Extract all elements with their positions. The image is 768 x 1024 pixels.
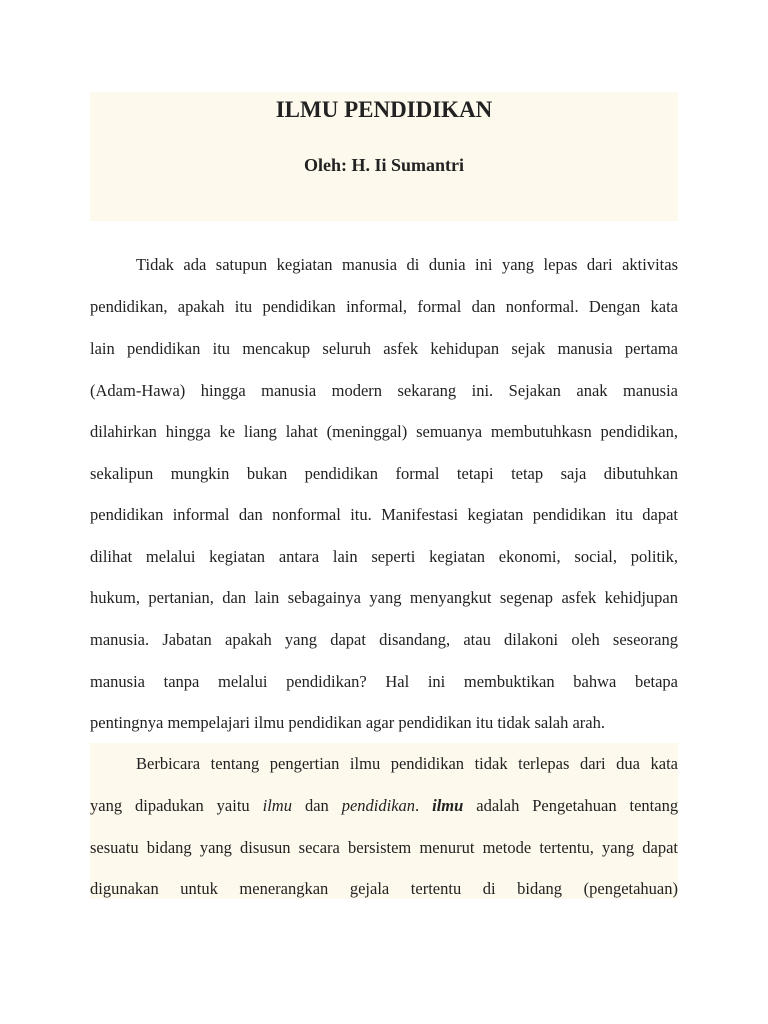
paragraph-line: manusia. Jabatan apakah yang dapat disandang, atau dilakoni oleh seseorang (90, 630, 678, 649)
paragraph-line: Berbicara tentang pengertian ilmu pendidikan tidak terlepas dari dua kata (90, 743, 678, 785)
paragraph-line: sekalipun mungkin bukan pendidikan formal tetapi tetap saja dibutuhkan (90, 464, 678, 483)
italic-term: pendidikan (341, 796, 416, 815)
paragraph-line (90, 785, 678, 827)
paragraph-line: manusia tanpa melalui pendidikan? Hal ini membuktikan bahwa betapa (90, 672, 678, 691)
author-line: Oleh: H. Ii Sumantri (303, 155, 464, 175)
text-run: dan (304, 796, 329, 815)
paragraph-line: dilihat melalui kegiatan antara lain seperti kegiatan ekonomi, social, politik, (90, 547, 678, 566)
bold-italic-term: ilmu (432, 796, 464, 815)
paragraph-line: pentingnya mempelajari ilmu pendidikan agar pendidikan itu tidak salah arah. (90, 713, 606, 732)
page-title: ILMU PENDIDIKAN (275, 97, 493, 122)
text-run: . (415, 796, 420, 815)
paragraph-line: lain pendidikan itu mencakup seluruh asfek kehidupan sejak manusia pertama (90, 339, 678, 358)
title-block (90, 92, 678, 221)
paragraph-line: Tidak ada satupun kegiatan manusia di dunia ini yang lepas dari aktivitas (136, 255, 678, 274)
paragraph-line: (Adam-Hawa) hingga manusia modern sekarang ini. Sejakan anak manusia (90, 381, 678, 400)
text-run: adalah Pengetahuan tentang (476, 796, 679, 815)
paragraph-line: sesuatu bidang yang disusun secara bersistem menurut metode tertentu, yang dapat (90, 827, 678, 869)
paragraph-line: pendidikan informal dan nonformal itu. Manifestasi kegiatan pendidikan itu dapat (90, 505, 678, 524)
text-run: yang dipadukan yaitu (90, 796, 250, 815)
italic-term: ilmu (262, 796, 292, 815)
paragraph-line: hukum, pertanian, dan lain sebagainya yang menyangkut segenap asfek kehidjupan (90, 588, 678, 607)
paragraph-line: dilahirkan hingga ke liang lahat (meninggal) semuanya membutuhkasn pendidikan, (90, 422, 678, 441)
paragraph-line: pendidikan, apakah itu pendidikan informal, formal dan nonformal. Dengan kata (90, 297, 678, 316)
paragraph-line: digunakan untuk menerangkan gejala tertentu di bidang (pengetahuan) (90, 868, 678, 899)
